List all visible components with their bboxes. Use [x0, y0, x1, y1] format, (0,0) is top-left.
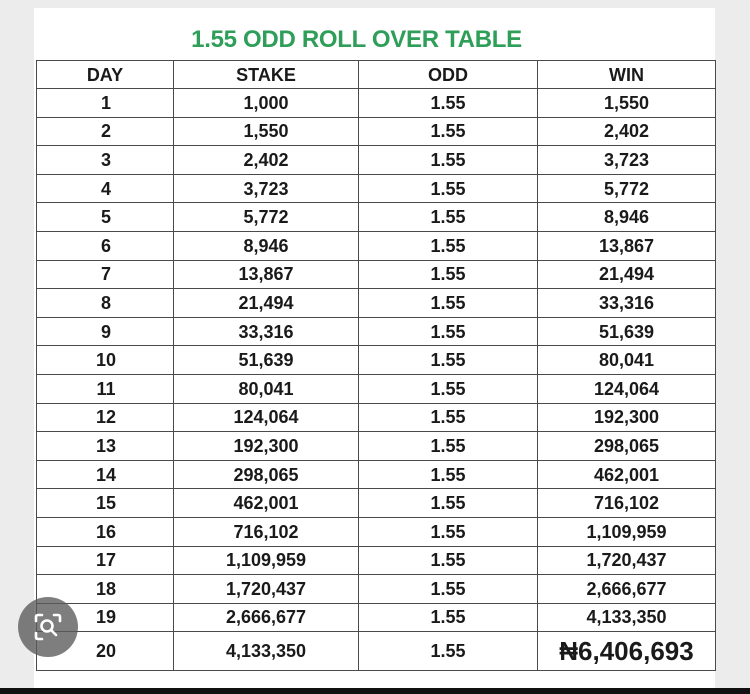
table-row — [37, 260, 716, 289]
cell-stake: 124,064 — [174, 403, 359, 432]
rollover-table — [36, 60, 716, 671]
lens-search-icon-glyph — [32, 611, 64, 643]
cell-stake: 21,494 — [174, 289, 359, 318]
cell-day: 11 — [37, 374, 174, 403]
table-row — [37, 632, 716, 671]
cell-win: 2,402 — [538, 117, 716, 146]
table-row — [37, 146, 716, 175]
table-row — [37, 432, 716, 461]
cell-day: 5 — [37, 203, 174, 232]
cell-odd: 1.55 — [359, 317, 538, 346]
table-row — [37, 89, 716, 118]
cell-stake: 192,300 — [174, 432, 359, 461]
cell-stake: 80,041 — [174, 374, 359, 403]
cell-win: 462,001 — [538, 460, 716, 489]
cell-day: 14 — [37, 460, 174, 489]
cell-odd: 1.55 — [359, 432, 538, 461]
cell-stake: 8,946 — [174, 231, 359, 260]
cell-day: 4 — [37, 174, 174, 203]
column-header-stake: STAKE — [174, 61, 359, 89]
cell-stake: 462,001 — [174, 489, 359, 518]
column-header-win: WIN — [538, 61, 716, 89]
cell-stake: 716,102 — [174, 517, 359, 546]
cell-win: 124,064 — [538, 374, 716, 403]
cell-win: 8,946 — [538, 203, 716, 232]
table-row — [37, 603, 716, 632]
cell-odd: 1.55 — [359, 517, 538, 546]
cell-odd: 1.55 — [359, 146, 538, 175]
cell-odd: 1.55 — [359, 117, 538, 146]
cell-win: 192,300 — [538, 403, 716, 432]
cell-win: 4,133,350 — [538, 603, 716, 632]
cell-win: 33,316 — [538, 289, 716, 318]
cell-day: 17 — [37, 546, 174, 575]
cell-odd: 1.55 — [359, 489, 538, 518]
cell-stake: 5,772 — [174, 203, 359, 232]
cell-day: 16 — [37, 517, 174, 546]
cell-stake: 4,133,350 — [174, 632, 359, 671]
cell-stake: 51,639 — [174, 346, 359, 375]
table-sheet — [34, 8, 715, 688]
table-row — [37, 546, 716, 575]
cell-win: ₦6,406,693 — [538, 632, 716, 671]
cell-day: 1 — [37, 89, 174, 118]
cell-odd: 1.55 — [359, 575, 538, 604]
table-header-row — [37, 61, 716, 89]
cell-odd: 1.55 — [359, 546, 538, 575]
cell-stake: 13,867 — [174, 260, 359, 289]
cell-win: 80,041 — [538, 346, 716, 375]
cell-day: 10 — [37, 346, 174, 375]
cell-win: 1,109,959 — [538, 517, 716, 546]
table-row — [37, 174, 716, 203]
cell-win: 21,494 — [538, 260, 716, 289]
bottom-bar — [0, 688, 750, 694]
table-row — [37, 231, 716, 260]
cell-stake: 33,316 — [174, 317, 359, 346]
cell-day: 3 — [37, 146, 174, 175]
column-header-odd: ODD — [359, 61, 538, 89]
table-row — [37, 289, 716, 318]
cell-day: 18 — [37, 575, 174, 604]
table-row — [37, 117, 716, 146]
cell-day: 19 — [37, 603, 174, 632]
cell-day: 15 — [37, 489, 174, 518]
cell-day: 20 — [37, 632, 174, 671]
cell-day: 7 — [37, 260, 174, 289]
page-title: 1.55 ODD ROLL OVER TABLE — [191, 26, 522, 53]
cell-win: 298,065 — [538, 432, 716, 461]
cell-win: 2,666,677 — [538, 575, 716, 604]
cell-odd: 1.55 — [359, 89, 538, 118]
table-row — [37, 317, 716, 346]
cell-odd: 1.55 — [359, 403, 538, 432]
cell-odd: 1.55 — [359, 603, 538, 632]
cell-day: 8 — [37, 289, 174, 318]
lens-search-icon[interactable] — [18, 597, 78, 657]
cell-odd: 1.55 — [359, 374, 538, 403]
cell-win: 716,102 — [538, 489, 716, 518]
cell-stake: 2,402 — [174, 146, 359, 175]
cell-stake: 1,000 — [174, 89, 359, 118]
column-header-day: DAY — [37, 61, 174, 89]
cell-day: 6 — [37, 231, 174, 260]
cell-odd: 1.55 — [359, 231, 538, 260]
cell-odd: 1.55 — [359, 289, 538, 318]
table-row — [37, 517, 716, 546]
table-row — [37, 403, 716, 432]
cell-stake: 1,550 — [174, 117, 359, 146]
cell-odd: 1.55 — [359, 174, 538, 203]
cell-odd: 1.55 — [359, 632, 538, 671]
table-row — [37, 489, 716, 518]
cell-odd: 1.55 — [359, 460, 538, 489]
cell-odd: 1.55 — [359, 203, 538, 232]
cell-odd: 1.55 — [359, 260, 538, 289]
cell-stake: 1,720,437 — [174, 575, 359, 604]
cell-win: 1,550 — [538, 89, 716, 118]
cell-day: 13 — [37, 432, 174, 461]
table-row — [37, 203, 716, 232]
cell-stake: 2,666,677 — [174, 603, 359, 632]
table-row — [37, 575, 716, 604]
cell-stake: 298,065 — [174, 460, 359, 489]
cell-win: 13,867 — [538, 231, 716, 260]
cell-win: 3,723 — [538, 146, 716, 175]
table-row — [37, 460, 716, 489]
table-body — [37, 89, 716, 671]
cell-day: 12 — [37, 403, 174, 432]
cell-win: 51,639 — [538, 317, 716, 346]
cell-odd: 1.55 — [359, 346, 538, 375]
cell-win: 5,772 — [538, 174, 716, 203]
cell-day: 2 — [37, 117, 174, 146]
cell-day: 9 — [37, 317, 174, 346]
cell-stake: 3,723 — [174, 174, 359, 203]
table-row — [37, 374, 716, 403]
cell-win: 1,720,437 — [538, 546, 716, 575]
table-row — [37, 346, 716, 375]
cell-stake: 1,109,959 — [174, 546, 359, 575]
